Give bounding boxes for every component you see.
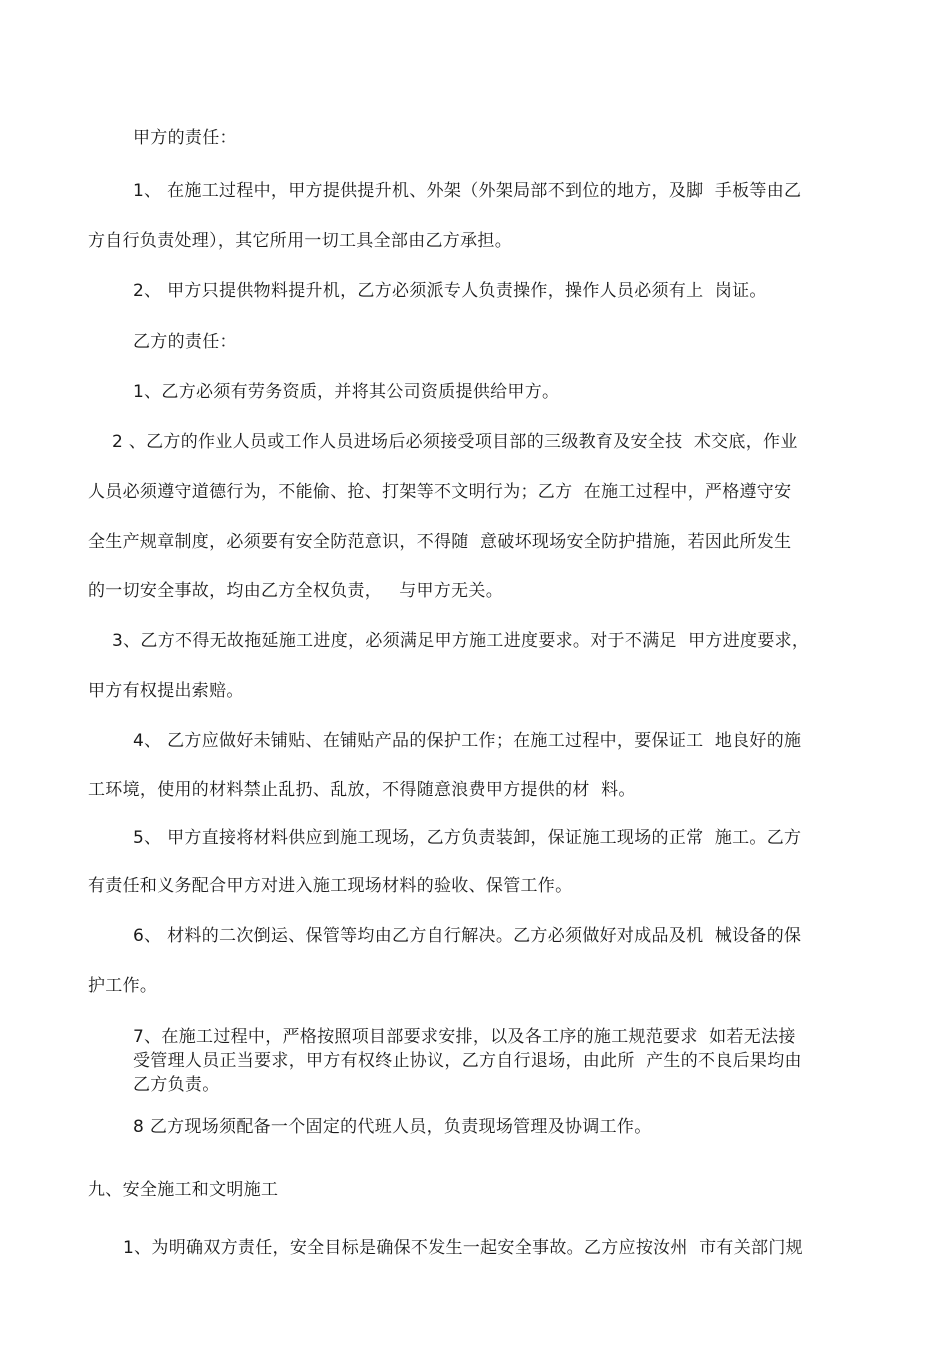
party-a-item-1-line-2: 方自行负责处理），其它所用一切工具全部由乙方承担。 [88, 231, 512, 251]
party-b-item-5-line-2: 有责任和义务配合甲方对进入施工现场材料的验收、保管工作。 [88, 876, 573, 896]
party-b-item-2-line-4: 的一切安全事故，均由乙方全权负责， 与甲方无关。 [88, 581, 504, 601]
party-b-item-7-line-2: 受管理人员正当要求，甲方有权终止协议，乙方自行退场，由此所 产生的不良后果均由 [133, 1051, 802, 1071]
party-b-item-7-line-1: 7、在施工过程中，严格按照项目部要求安排，以及各工序的施工规范要求 如若无法接 [133, 1027, 796, 1047]
party-b-item-6-line-2: 护工作。 [88, 976, 158, 996]
party-b-item-6-line-1: 6、 材料的二次倒运、保管等均由乙方自行解决。乙方必须做好对成品及机 械设备的保 [133, 926, 802, 946]
party-b-item-4-line-2: 工环境，使用的材料禁止乱扔、乱放，不得随意浪费甲方提供的材 料。 [88, 780, 636, 800]
heading-party-a-duties: 甲方的责任： [133, 128, 237, 148]
party-b-item-2-line-1: 2 、乙方的作业人员或工作人员进场后必须接受项目部的三级教育及安全技 术交底，作业 [112, 432, 798, 452]
party-b-item-3-line-1: 3、乙方不得无故拖延施工进度，必须满足甲方施工进度要求。对于不满足 甲方进度要求， [112, 631, 810, 651]
party-a-item-1-line-1: 1、 在施工过程中，甲方提供提升机、外架（外架局部不到位的地方，及脚 手板等由乙 [133, 181, 802, 201]
party-b-item-3-line-2: 甲方有权提出索赔。 [88, 681, 244, 701]
party-b-item-5-line-1: 5、 甲方直接将材料供应到施工现场，乙方负责装卸，保证施工现场的正常 施工。乙方 [133, 828, 802, 848]
section-9-item-1-line-1: 1、为明确双方责任，安全目标是确保不发生一起安全事故。乙方应按汝州 市有关部门规 [123, 1238, 803, 1258]
party-b-item-2-line-2: 人员必须遵守道德行为，不能偷、抢、打架等不文明行为；乙方 在施工过程中，严格遵守安 [88, 482, 792, 502]
party-b-item-8: 8 乙方现场须配备一个固定的代班人员，负责现场管理及协调工作。 [133, 1117, 652, 1137]
heading-party-b-duties: 乙方的责任： [133, 332, 237, 352]
party-a-item-2: 2、 甲方只提供物料提升机，乙方必须派专人负责操作，操作人员必须有上 岗证。 [133, 281, 767, 301]
section-9-heading: 九、安全施工和文明施工 [88, 1180, 279, 1200]
party-b-item-1: 1、乙方必须有劳务资质，并将其公司资质提供给甲方。 [133, 382, 560, 402]
party-b-item-7-line-3: 乙方负责。 [133, 1075, 220, 1095]
party-b-item-2-line-3: 全生产规章制度，必须要有安全防范意识，不得随 意破坏现场安全防护措施，若因此所发生 [88, 532, 792, 552]
party-b-item-4-line-1: 4、 乙方应做好未铺贴、在铺贴产品的保护工作；在施工过程中，要保证工 地良好的施 [133, 731, 802, 751]
